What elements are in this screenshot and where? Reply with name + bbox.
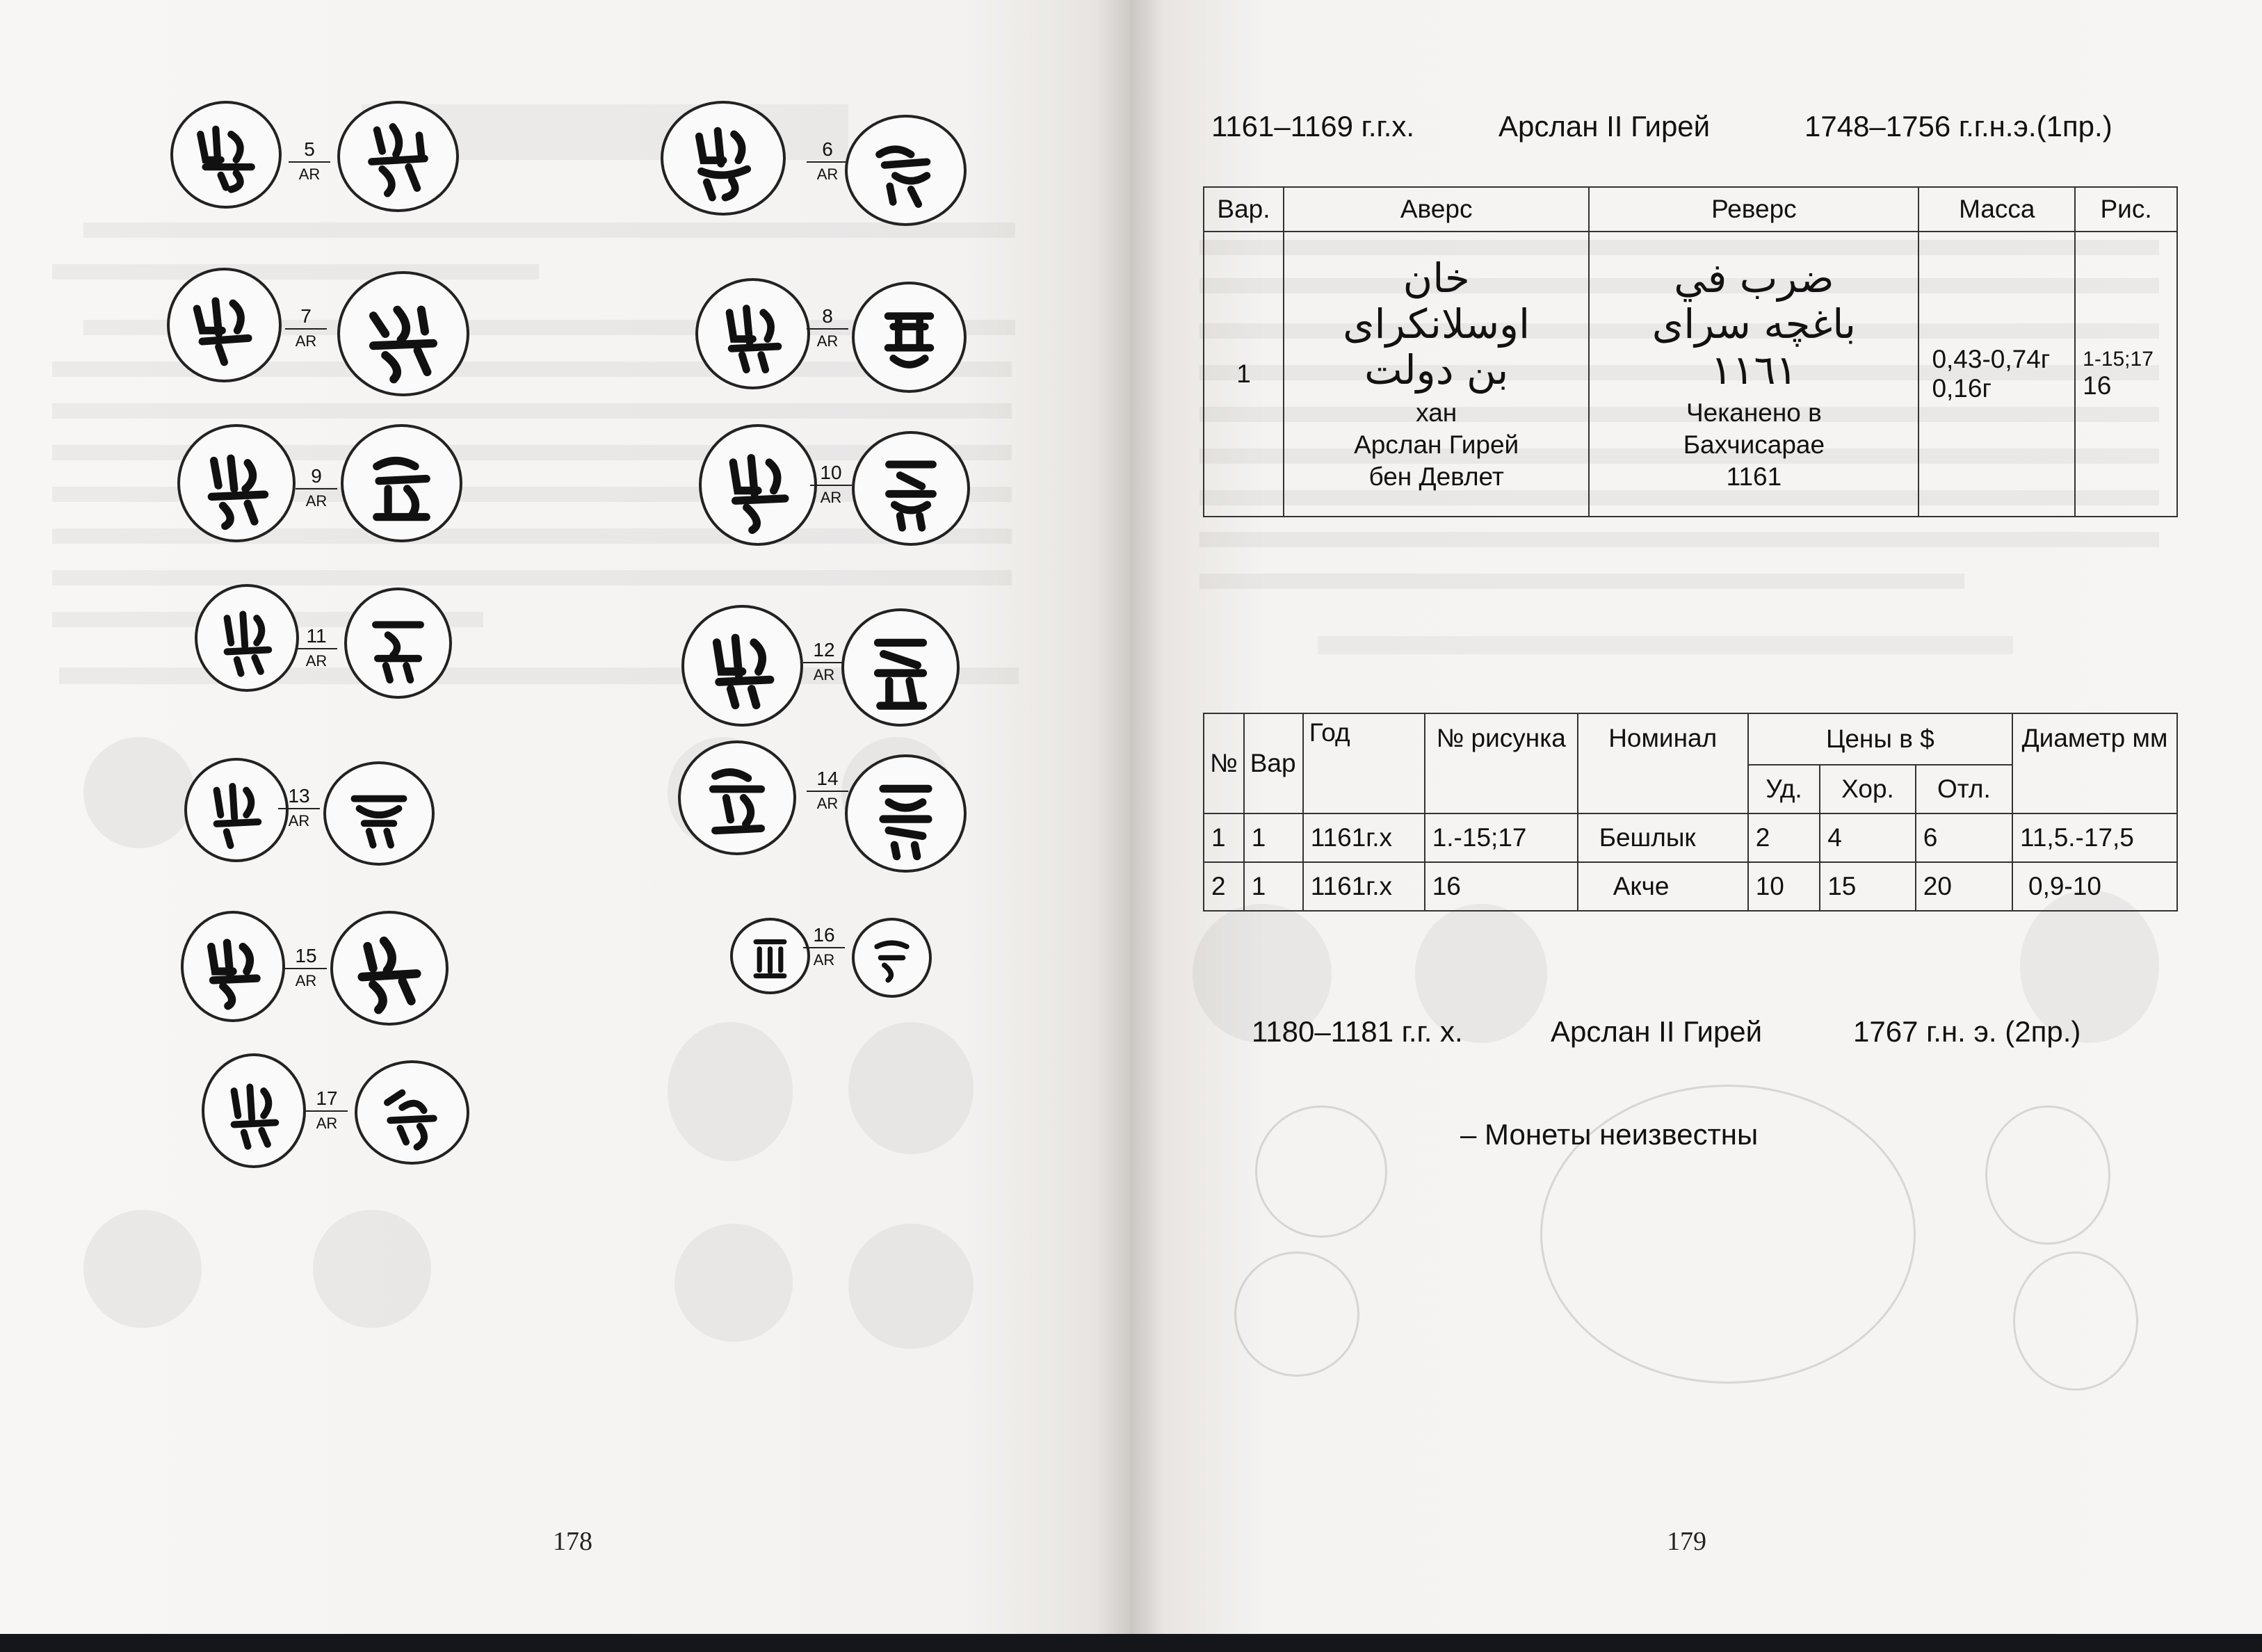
fig-line: 1-15;17 (2083, 348, 2154, 371)
cell-price-fine: 2 (1748, 813, 1820, 862)
coin-image-7-reverse (337, 271, 469, 396)
unknown-coins-note: – Монеты неизвестны (1460, 1118, 1759, 1151)
coin-label-7: 7 AR (285, 306, 327, 352)
cell-denomination: Акче (1578, 862, 1748, 911)
cell-price-xf: 6 (1916, 813, 2012, 862)
coin-label-10: 10 AR (810, 462, 852, 508)
coin-image-14-reverse (845, 754, 967, 873)
price-table (1203, 713, 2178, 912)
coin-image-15-reverse (330, 911, 449, 1026)
cell-reverse (1589, 232, 1918, 517)
obverse-arabic-line: بن دولت (1364, 346, 1509, 394)
bleed-through-coin (313, 1210, 431, 1328)
coin-image-6-reverse (845, 115, 967, 226)
bleed-through-coin (83, 1210, 202, 1328)
section-heading-1 (1211, 110, 1414, 143)
coin-image-16-reverse (852, 918, 932, 998)
page-number-left: 178 (553, 1527, 592, 1556)
heading-ruler: Арслан II Гирей (1498, 110, 1711, 143)
scanner-edge (0, 1634, 2262, 1652)
cell-price-xf: 20 (1916, 862, 2012, 911)
cell-diameter: 0,9-10 (2012, 862, 2177, 911)
heading-years-ah: 1161–1169 г.г.х. (1211, 110, 1415, 143)
header-no: № (1204, 713, 1244, 813)
coin-image-5-reverse (337, 101, 459, 212)
bleed-through-coin (668, 1022, 793, 1161)
obverse-caption-line: Арслан Гирей (1354, 430, 1519, 459)
coin-image-16-obverse (730, 918, 810, 994)
coin-label-9: 9 AR (296, 466, 337, 512)
header-reverse: Реверс (1589, 187, 1918, 232)
obverse-caption-line: бен Девлет (1368, 462, 1504, 491)
section-heading-2-ruler: Арслан II Гирей (1551, 1015, 1763, 1048)
reverse-caption-line: Чеканено в (1686, 398, 1822, 427)
cell-no: 1 (1204, 813, 1244, 862)
header-obverse: Аверс (1284, 187, 1589, 232)
bleed-through-drawing (1234, 1252, 1359, 1377)
header-fig: Рис. (2075, 187, 2177, 232)
heading-years-ad: 1748–1756 г.г.н.э.(1пр.) (1804, 110, 2112, 143)
coin-image-12-obverse (681, 605, 803, 727)
coin-image-17-obverse (202, 1053, 306, 1168)
header-price-vf: Хор. (1820, 765, 1916, 813)
coin-image-6-obverse (661, 101, 786, 216)
coin-label-13: 13 AR (278, 786, 320, 832)
cell-var: 1 (1244, 813, 1303, 862)
fig-line: 16 (2083, 371, 2112, 400)
cell-fig: 16 (1425, 862, 1578, 911)
obverse-arabic-line: اوسلانکرای (1343, 300, 1530, 348)
reverse-caption-line: 1161 (1726, 462, 1782, 491)
header-var: Вар (1244, 713, 1303, 813)
header-prices: Цены в $ (1748, 713, 2012, 765)
coin-label-6: 6 AR (807, 139, 848, 185)
coin-label-8: 8 AR (807, 306, 848, 352)
section-heading-2-years-ah: 1180–1181 г.г. х. (1252, 1015, 1463, 1048)
coin-image-8-reverse (852, 282, 967, 393)
coin-image-14-obverse (678, 740, 796, 855)
coin-image-10-reverse (852, 431, 970, 546)
coin-image-8-obverse (695, 278, 810, 389)
table-header-row (1204, 187, 2177, 232)
section-heading-2-years-ad: 1767 г.н. э. (2пр.) (1853, 1015, 2081, 1048)
bleed-through-drawing (2013, 1252, 2138, 1391)
coin-image-15-obverse (181, 911, 285, 1022)
header-price-fine: Уд. (1748, 765, 1820, 813)
bleed-through-coin (83, 737, 195, 848)
obverse-arabic-line: خان (1403, 254, 1470, 302)
coin-description-table (1203, 186, 2178, 517)
reverse-arabic-line: ١١٦١ (1711, 346, 1798, 394)
cell-var: 1 (1244, 862, 1303, 911)
cell-obverse (1284, 232, 1589, 517)
coin-label-15: 15 AR (285, 946, 327, 991)
header-price-xf: Отл. (1916, 765, 2012, 813)
header-denomination: Номинал (1578, 713, 1748, 813)
header-mass: Масса (1918, 187, 2075, 232)
page-number-right: 179 (1667, 1527, 1706, 1556)
header-year: Год (1303, 713, 1425, 813)
bleed-through-drawing (1985, 1106, 2110, 1245)
coin-image-17-reverse (355, 1060, 469, 1165)
coin-image-9-reverse (341, 424, 462, 542)
cell-fig: 1.-15;17 (1425, 813, 1578, 862)
cell-price-fine: 10 (1748, 862, 1820, 911)
reverse-caption (1590, 397, 1918, 493)
coin-image-11-reverse (344, 588, 452, 699)
table-row (1204, 862, 2177, 911)
coin-image-13-obverse (184, 758, 289, 862)
table-header-row (1204, 713, 2177, 765)
table-row (1204, 232, 2177, 517)
coin-label-5: 5 AR (289, 139, 330, 185)
cell-year: 1161г.х (1303, 813, 1425, 862)
cell-price-vf: 4 (1820, 813, 1916, 862)
mass-line: 0,16г (1932, 374, 1992, 403)
coin-label-11: 11 AR (296, 626, 337, 672)
reverse-arabic-line: ضرب في (1674, 254, 1834, 302)
coin-image-13-reverse (323, 761, 435, 866)
coin-label-12: 12 AR (803, 640, 845, 686)
coin-label-14: 14 AR (807, 768, 848, 814)
cell-mass (1918, 232, 2075, 517)
header-fig: № рисунка (1425, 713, 1578, 813)
mass-line: 0,43-0,74г (1932, 345, 2051, 373)
coin-label-16: 16 AR (803, 925, 845, 971)
coin-label-17: 17 AR (306, 1088, 348, 1134)
reverse-arabic-line: باغچه سرای (1651, 300, 1857, 348)
coin-image-7-obverse (167, 268, 282, 382)
cell-price-vf: 15 (1820, 862, 1916, 911)
header-var: Вар. (1204, 187, 1284, 232)
cell-var: 1 (1204, 232, 1284, 517)
bleed-through-coin (848, 1022, 974, 1154)
table-row (1204, 813, 2177, 862)
obverse-caption (1284, 397, 1588, 493)
right-page (1130, 0, 2262, 1634)
coin-image-11-obverse (195, 584, 299, 692)
cell-year: 1161г.х (1303, 862, 1425, 911)
bleed-through-coin (674, 1224, 793, 1342)
cell-fig (2075, 232, 2177, 517)
cell-denomination: Бешлык (1578, 813, 1748, 862)
reverse-caption-line: Бахчисарае (1683, 430, 1825, 459)
coin-image-10-obverse (699, 424, 817, 546)
coin-image-9-obverse (177, 424, 296, 542)
cell-no: 2 (1204, 862, 1244, 911)
obverse-caption-line: хан (1416, 398, 1457, 427)
bleed-through-drawing (1255, 1106, 1387, 1238)
bleed-through-coin (848, 1224, 974, 1349)
coin-image-5-obverse (170, 101, 282, 209)
coin-image-12-reverse (841, 608, 960, 727)
header-diameter: Диаметр мм (2012, 713, 2177, 813)
cell-diameter: 11,5.-17,5 (2012, 813, 2177, 862)
left-page (0, 0, 1130, 1634)
